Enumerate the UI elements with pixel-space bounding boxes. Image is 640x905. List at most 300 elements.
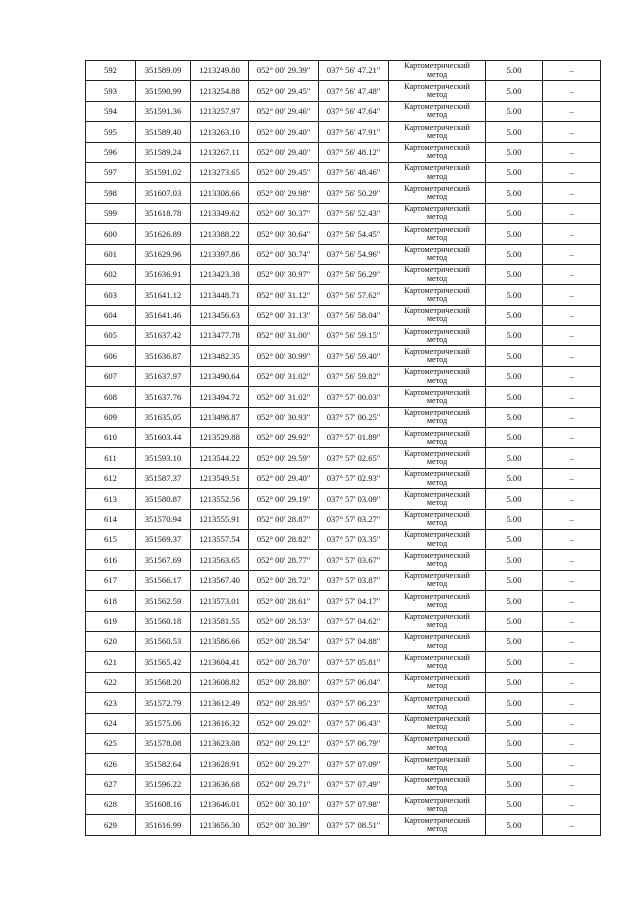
accuracy-cell: 5.00 (486, 652, 543, 672)
point-number-cell: 596 (86, 142, 136, 162)
note-cell: – (543, 428, 601, 448)
x-coordinate-cell: 351636.87 (136, 346, 191, 366)
method-line-2: метод (426, 559, 448, 569)
method-line-2: метод (426, 599, 448, 609)
note-cell: – (543, 550, 601, 570)
method-line-2: метод (426, 375, 448, 385)
method-line-1: Картометрический (404, 81, 470, 91)
point-number-cell: 602 (86, 264, 136, 284)
y-coordinate-cell: 1213573.01 (191, 591, 249, 611)
note-cell: – (543, 81, 601, 101)
latitude-cell: 052° 00' 28.61" (249, 591, 319, 611)
point-number-cell: 609 (86, 407, 136, 427)
x-coordinate-cell: 351637.97 (136, 366, 191, 386)
longitude-cell: 037° 57' 06.43" (319, 713, 389, 733)
y-coordinate-cell: 1213388.22 (191, 224, 249, 244)
method-line-2: метод (426, 701, 448, 711)
method-line-1: Картометрический (404, 448, 470, 458)
x-coordinate-cell: 351636.91 (136, 264, 191, 284)
latitude-cell: 052° 00' 31.02" (249, 366, 319, 386)
x-coordinate-cell: 351589.40 (136, 122, 191, 142)
note-cell: – (543, 774, 601, 794)
x-coordinate-cell: 351587.37 (136, 468, 191, 488)
accuracy-cell: 5.00 (486, 428, 543, 448)
table-row (86, 591, 601, 611)
table-row (86, 346, 601, 366)
point-number-cell: 614 (86, 509, 136, 529)
method-cell (389, 550, 486, 570)
latitude-cell: 052° 00' 30.64" (249, 224, 319, 244)
accuracy-cell: 5.00 (486, 672, 543, 692)
accuracy-cell: 5.00 (486, 81, 543, 101)
note-cell: – (543, 264, 601, 284)
note-cell: – (543, 346, 601, 366)
method-line-1: Картометрический (404, 102, 470, 112)
latitude-cell: 052° 00' 28.53" (249, 611, 319, 631)
y-coordinate-cell: 1213555.91 (191, 509, 249, 529)
method-cell (389, 407, 486, 427)
method-line-2: метод (426, 69, 448, 79)
x-coordinate-cell: 351596.22 (136, 774, 191, 794)
method-line-2: метод (426, 293, 448, 303)
point-number-cell: 624 (86, 713, 136, 733)
point-number-cell: 607 (86, 366, 136, 386)
point-number-cell: 617 (86, 570, 136, 590)
point-number-cell: 606 (86, 346, 136, 366)
y-coordinate-cell: 1213448.71 (191, 285, 249, 305)
method-line-1: Картометрический (404, 265, 470, 275)
method-cell (389, 224, 486, 244)
point-number-cell: 613 (86, 489, 136, 509)
longitude-cell: 037° 56' 50.29" (319, 183, 389, 203)
method-cell (389, 631, 486, 651)
y-coordinate-cell: 1213544.22 (191, 448, 249, 468)
latitude-cell: 052° 00' 31.13" (249, 305, 319, 325)
note-cell: – (543, 693, 601, 713)
table-row (86, 774, 601, 794)
longitude-cell: 037° 57' 07.49" (319, 774, 389, 794)
table-row (86, 489, 601, 509)
x-coordinate-cell: 351629.96 (136, 244, 191, 264)
table-row (86, 264, 601, 284)
method-line-1: Картометрический (404, 489, 470, 499)
accuracy-cell: 5.00 (486, 468, 543, 488)
method-cell (389, 448, 486, 468)
point-number-cell: 612 (86, 468, 136, 488)
method-line-1: Картометрический (404, 713, 470, 723)
note-cell: – (543, 326, 601, 346)
method-line-2: метод (426, 130, 448, 140)
note-cell: – (543, 733, 601, 753)
table-row (86, 795, 601, 815)
accuracy-cell: 5.00 (486, 285, 543, 305)
y-coordinate-cell: 1213646.01 (191, 795, 249, 815)
x-coordinate-cell: 351603.44 (136, 428, 191, 448)
point-number-cell: 616 (86, 550, 136, 570)
x-coordinate-cell: 351565.42 (136, 652, 191, 672)
latitude-cell: 052° 00' 29.02" (249, 713, 319, 733)
accuracy-cell: 5.00 (486, 693, 543, 713)
method-cell (389, 570, 486, 590)
accuracy-cell: 5.00 (486, 815, 543, 835)
point-number-cell: 592 (86, 61, 136, 81)
x-coordinate-cell: 351568.20 (136, 672, 191, 692)
longitude-cell: 037° 57' 08.51" (319, 815, 389, 835)
method-line-1: Картометрический (404, 163, 470, 173)
note-cell: – (543, 101, 601, 121)
method-line-1: Картометрический (404, 530, 470, 540)
method-line-2: метод (426, 212, 448, 222)
note-cell: – (543, 387, 601, 407)
x-coordinate-cell: 351591.36 (136, 101, 191, 121)
table-row (86, 468, 601, 488)
longitude-cell: 037° 56' 47.64" (319, 101, 389, 121)
accuracy-cell: 5.00 (486, 713, 543, 733)
accuracy-cell: 5.00 (486, 183, 543, 203)
method-cell (389, 693, 486, 713)
note-cell: – (543, 591, 601, 611)
table-row (86, 550, 601, 570)
x-coordinate-cell: 351589.24 (136, 142, 191, 162)
method-line-2: метод (426, 783, 448, 793)
method-line-2: метод (426, 273, 448, 283)
latitude-cell: 052° 00' 29.92" (249, 428, 319, 448)
y-coordinate-cell: 1213552.56 (191, 489, 249, 509)
note-cell: – (543, 795, 601, 815)
table-row (86, 162, 601, 182)
table-row (86, 672, 601, 692)
point-number-cell: 598 (86, 183, 136, 203)
note-cell: – (543, 509, 601, 529)
method-line-1: Картометрический (404, 428, 470, 438)
accuracy-cell: 5.00 (486, 795, 543, 815)
longitude-cell: 037° 56' 47.21" (319, 61, 389, 81)
longitude-cell: 037° 56' 54.45" (319, 224, 389, 244)
point-number-cell: 608 (86, 387, 136, 407)
y-coordinate-cell: 1213456.63 (191, 305, 249, 325)
x-coordinate-cell: 351641.46 (136, 305, 191, 325)
method-cell (389, 305, 486, 325)
longitude-cell: 037° 57' 04.88" (319, 631, 389, 651)
y-coordinate-cell: 1213586.66 (191, 631, 249, 651)
longitude-cell: 037° 57' 00.03" (319, 387, 389, 407)
longitude-cell: 037° 56' 59.40" (319, 346, 389, 366)
point-number-cell: 593 (86, 81, 136, 101)
method-line-2: метод (426, 661, 448, 671)
table-row (86, 611, 601, 631)
latitude-cell: 052° 00' 29.59" (249, 448, 319, 468)
table-row (86, 387, 601, 407)
latitude-cell: 052° 00' 28.54" (249, 631, 319, 651)
x-coordinate-cell: 351590.99 (136, 81, 191, 101)
note-cell: – (543, 529, 601, 549)
method-cell (389, 387, 486, 407)
latitude-cell: 052° 00' 28.95" (249, 693, 319, 713)
accuracy-cell: 5.00 (486, 570, 543, 590)
point-number-cell: 595 (86, 122, 136, 142)
y-coordinate-cell: 1213254.88 (191, 81, 249, 101)
longitude-cell: 037° 56' 54.96" (319, 244, 389, 264)
y-coordinate-cell: 1213581.55 (191, 611, 249, 631)
x-coordinate-cell: 351589.09 (136, 61, 191, 81)
point-number-cell: 621 (86, 652, 136, 672)
y-coordinate-cell: 1213656.30 (191, 815, 249, 835)
longitude-cell: 037° 57' 06.04" (319, 672, 389, 692)
method-line-2: метод (426, 110, 448, 120)
accuracy-cell: 5.00 (486, 754, 543, 774)
x-coordinate-cell: 351616.99 (136, 815, 191, 835)
x-coordinate-cell: 351580.87 (136, 489, 191, 509)
y-coordinate-cell: 1213249.80 (191, 61, 249, 81)
method-line-2: метод (426, 171, 448, 181)
accuracy-cell: 5.00 (486, 142, 543, 162)
y-coordinate-cell: 1213623.08 (191, 733, 249, 753)
accuracy-cell: 5.00 (486, 509, 543, 529)
longitude-cell: 037° 57' 02.65" (319, 448, 389, 468)
y-coordinate-cell: 1213604.41 (191, 652, 249, 672)
y-coordinate-cell: 1213263.10 (191, 122, 249, 142)
accuracy-cell: 5.00 (486, 591, 543, 611)
note-cell: – (543, 285, 601, 305)
point-number-cell: 622 (86, 672, 136, 692)
latitude-cell: 052° 00' 28.87" (249, 509, 319, 529)
method-line-1: Картометрический (404, 469, 470, 479)
method-line-2: метод (426, 742, 448, 752)
point-number-cell: 604 (86, 305, 136, 325)
method-line-1: Картометрический (404, 122, 470, 132)
accuracy-cell: 5.00 (486, 264, 543, 284)
x-coordinate-cell: 351626.89 (136, 224, 191, 244)
longitude-cell: 037° 57' 03.87" (319, 570, 389, 590)
latitude-cell: 052° 00' 30.99" (249, 346, 319, 366)
accuracy-cell: 5.00 (486, 224, 543, 244)
method-line-2: метод (426, 314, 448, 324)
point-number-cell: 623 (86, 693, 136, 713)
table-row (86, 203, 601, 223)
method-line-1: Картометрический (404, 591, 470, 601)
table-row (86, 754, 601, 774)
accuracy-cell: 5.00 (486, 122, 543, 142)
y-coordinate-cell: 1213349.62 (191, 203, 249, 223)
method-line-1: Картометрический (404, 754, 470, 764)
method-cell (389, 81, 486, 101)
longitude-cell: 037° 56' 48.46" (319, 162, 389, 182)
longitude-cell: 037° 56' 52.43" (319, 203, 389, 223)
accuracy-cell: 5.00 (486, 733, 543, 753)
latitude-cell: 052° 00' 30.74" (249, 244, 319, 264)
point-number-cell: 597 (86, 162, 136, 182)
table-row (86, 366, 601, 386)
table-row (86, 448, 601, 468)
longitude-cell: 037° 57' 02.93" (319, 468, 389, 488)
x-coordinate-cell: 351593.10 (136, 448, 191, 468)
method-cell (389, 672, 486, 692)
table-row (86, 183, 601, 203)
y-coordinate-cell: 1213529.88 (191, 428, 249, 448)
longitude-cell: 037° 57' 04.62" (319, 611, 389, 631)
point-number-cell: 599 (86, 203, 136, 223)
latitude-cell: 052° 00' 29.71" (249, 774, 319, 794)
point-number-cell: 603 (86, 285, 136, 305)
note-cell: – (543, 162, 601, 182)
latitude-cell: 052° 00' 29.40" (249, 468, 319, 488)
method-line-2: метод (426, 477, 448, 487)
latitude-cell: 052° 00' 29.19" (249, 489, 319, 509)
point-number-cell: 619 (86, 611, 136, 631)
x-coordinate-cell: 351570.94 (136, 509, 191, 529)
y-coordinate-cell: 1213494.72 (191, 387, 249, 407)
method-cell (389, 509, 486, 529)
method-line-1: Картометрический (404, 61, 470, 71)
accuracy-cell: 5.00 (486, 366, 543, 386)
point-number-cell: 628 (86, 795, 136, 815)
y-coordinate-cell: 1213477.78 (191, 326, 249, 346)
method-line-1: Картометрический (404, 673, 470, 683)
method-cell (389, 591, 486, 611)
point-number-cell: 601 (86, 244, 136, 264)
x-coordinate-cell: 351618.78 (136, 203, 191, 223)
method-line-2: метод (426, 457, 448, 467)
method-cell (389, 713, 486, 733)
y-coordinate-cell: 1213557.54 (191, 529, 249, 549)
latitude-cell: 052° 00' 29.27" (249, 754, 319, 774)
longitude-cell: 037° 57' 00.25" (319, 407, 389, 427)
accuracy-cell: 5.00 (486, 631, 543, 651)
x-coordinate-cell: 351567.69 (136, 550, 191, 570)
longitude-cell: 037° 56' 59.82" (319, 366, 389, 386)
latitude-cell: 052° 00' 29.40" (249, 142, 319, 162)
note-cell: – (543, 815, 601, 835)
x-coordinate-cell: 351608.16 (136, 795, 191, 815)
table-row (86, 693, 601, 713)
y-coordinate-cell: 1213608.82 (191, 672, 249, 692)
note-cell: – (543, 468, 601, 488)
note-cell: – (543, 631, 601, 651)
longitude-cell: 037° 57' 07.98" (319, 795, 389, 815)
accuracy-cell: 5.00 (486, 387, 543, 407)
method-line-1: Картометрический (404, 245, 470, 254)
note-cell: – (543, 407, 601, 427)
note-cell: – (543, 448, 601, 468)
y-coordinate-cell: 1213267.11 (191, 142, 249, 162)
table-row (86, 713, 601, 733)
accuracy-cell: 5.00 (486, 550, 543, 570)
method-line-1: Картометрический (404, 387, 470, 397)
x-coordinate-cell: 351569.37 (136, 529, 191, 549)
point-number-cell: 620 (86, 631, 136, 651)
method-cell (389, 122, 486, 142)
table-row (86, 61, 601, 81)
method-line-1: Картометрический (404, 346, 470, 356)
method-line-2: метод (426, 151, 448, 161)
table-row (86, 428, 601, 448)
point-number-cell: 618 (86, 591, 136, 611)
latitude-cell: 052° 00' 29.39" (249, 61, 319, 81)
method-line-2: метод (426, 90, 448, 100)
x-coordinate-cell: 351560.53 (136, 631, 191, 651)
latitude-cell: 052° 00' 28.82" (249, 529, 319, 549)
method-cell (389, 754, 486, 774)
note-cell: – (543, 244, 601, 264)
accuracy-cell: 5.00 (486, 326, 543, 346)
note-cell: – (543, 611, 601, 631)
table-row (86, 631, 601, 651)
note-cell: – (543, 183, 601, 203)
y-coordinate-cell: 1213616.32 (191, 713, 249, 733)
accuracy-cell: 5.00 (486, 244, 543, 264)
table-row (86, 570, 601, 590)
note-cell: – (543, 652, 601, 672)
method-cell (389, 529, 486, 549)
y-coordinate-cell: 1213308.66 (191, 183, 249, 203)
method-line-1: Картометрический (404, 326, 470, 336)
note-cell: – (543, 366, 601, 386)
latitude-cell: 052° 00' 30.97" (249, 264, 319, 284)
table-row (86, 652, 601, 672)
x-coordinate-cell: 351641.12 (136, 285, 191, 305)
x-coordinate-cell: 351635.05 (136, 407, 191, 427)
method-cell (389, 468, 486, 488)
method-line-1: Картометрический (404, 306, 470, 316)
method-line-1: Картометрический (404, 510, 470, 520)
x-coordinate-cell: 351566.17 (136, 570, 191, 590)
method-cell (389, 285, 486, 305)
longitude-cell: 037° 57' 06.23" (319, 693, 389, 713)
accuracy-cell: 5.00 (486, 162, 543, 182)
method-line-2: метод (426, 722, 448, 732)
method-cell (389, 244, 486, 264)
note-cell: – (543, 754, 601, 774)
latitude-cell: 052° 00' 28.70" (249, 652, 319, 672)
table-row (86, 733, 601, 753)
method-line-2: метод (426, 681, 448, 691)
latitude-cell: 052° 00' 31.00" (249, 326, 319, 346)
y-coordinate-cell: 1213563.65 (191, 550, 249, 570)
longitude-cell: 037° 56' 56.29" (319, 264, 389, 284)
method-line-2: метод (426, 824, 448, 834)
table-row (86, 244, 601, 264)
method-line-2: метод (426, 395, 448, 405)
method-line-1: Картометрический (404, 775, 470, 785)
method-line-1: Картометрический (404, 612, 470, 622)
method-line-1: Картометрический (404, 550, 470, 560)
method-line-1: Картометрический (404, 367, 470, 377)
method-line-2: метод (426, 416, 448, 426)
longitude-cell: 037° 57' 03.27" (319, 509, 389, 529)
latitude-cell: 052° 00' 29.40" (249, 122, 319, 142)
x-coordinate-cell: 351591.02 (136, 162, 191, 182)
note-cell: – (543, 713, 601, 733)
method-line-2: метод (426, 620, 448, 630)
method-line-2: метод (426, 192, 448, 202)
method-line-1: Картометрический (404, 632, 470, 642)
latitude-cell: 052° 00' 28.80" (249, 672, 319, 692)
method-cell (389, 428, 486, 448)
latitude-cell: 052° 00' 31.02" (249, 387, 319, 407)
note-cell: – (543, 570, 601, 590)
latitude-cell: 052° 00' 28.72" (249, 570, 319, 590)
latitude-cell: 052° 00' 30.10" (249, 795, 319, 815)
x-coordinate-cell: 351575.06 (136, 713, 191, 733)
table-row (86, 815, 601, 835)
x-coordinate-cell: 351560.18 (136, 611, 191, 631)
longitude-cell: 037° 57' 03.09" (319, 489, 389, 509)
coordinates-table (85, 60, 601, 836)
method-line-1: Картометрический (404, 285, 470, 295)
longitude-cell: 037° 56' 58.04" (319, 305, 389, 325)
point-number-cell: 629 (86, 815, 136, 835)
accuracy-cell: 5.00 (486, 101, 543, 121)
